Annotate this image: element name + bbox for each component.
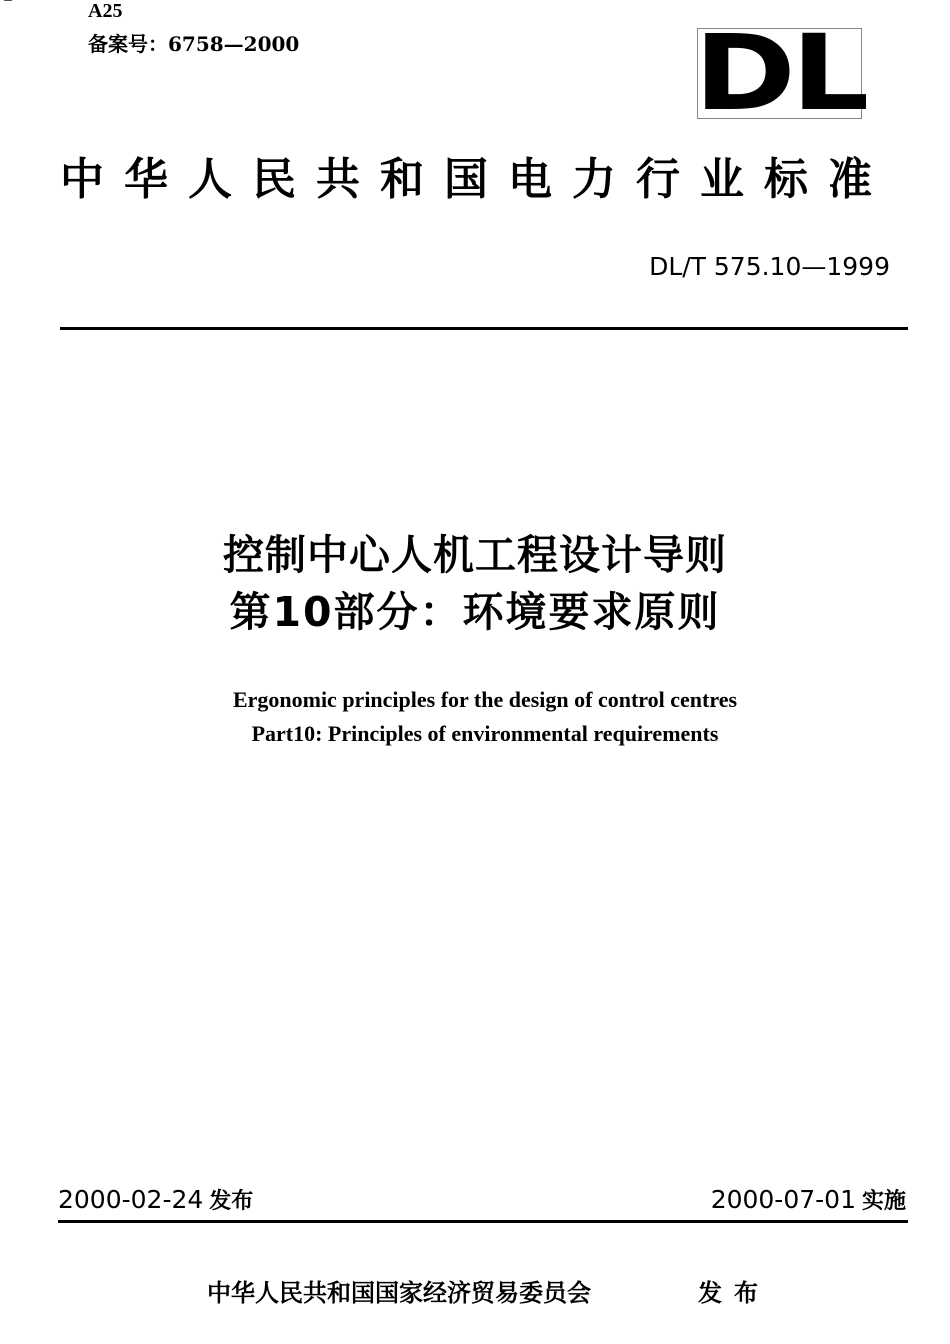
bottom-divider — [58, 1220, 908, 1223]
standard-type-heading: 中华人民共和国电力行业标准 — [60, 154, 892, 205]
title-cn-line2: 第10部分：环境要求原则 — [229, 588, 721, 636]
implement-label: 实施 — [861, 1189, 906, 1214]
record-number: 备案号：6758—2000 — [88, 32, 300, 56]
dl-logo — [694, 12, 865, 134]
issue-label: 发布 — [209, 1189, 254, 1214]
implement-date: 2000-07-01 — [710, 1185, 856, 1214]
title-cn-line1: 控制中心人机工程设计导则 — [223, 531, 727, 579]
publish-label: 发布 — [698, 1279, 770, 1307]
dl-logo-text: DL — [694, 12, 865, 134]
publisher-name: 中华人民共和国国家经济贸易委员会 — [207, 1279, 591, 1307]
issue-date-block — [58, 1183, 253, 1219]
classification-code: A25 — [88, 0, 123, 22]
title-en-line2: Part10: Principles of environmental requirements — [251, 721, 719, 746]
implement-date-block — [711, 1183, 906, 1219]
top-divider — [60, 327, 908, 330]
corner-mark — [4, 0, 12, 4]
issue-date: 2000-02-24 — [58, 1185, 204, 1214]
standard-code: DL/T 575.10—1999 — [649, 252, 890, 281]
title-en-line1: Ergonomic principles for the design of control centres — [232, 687, 738, 712]
